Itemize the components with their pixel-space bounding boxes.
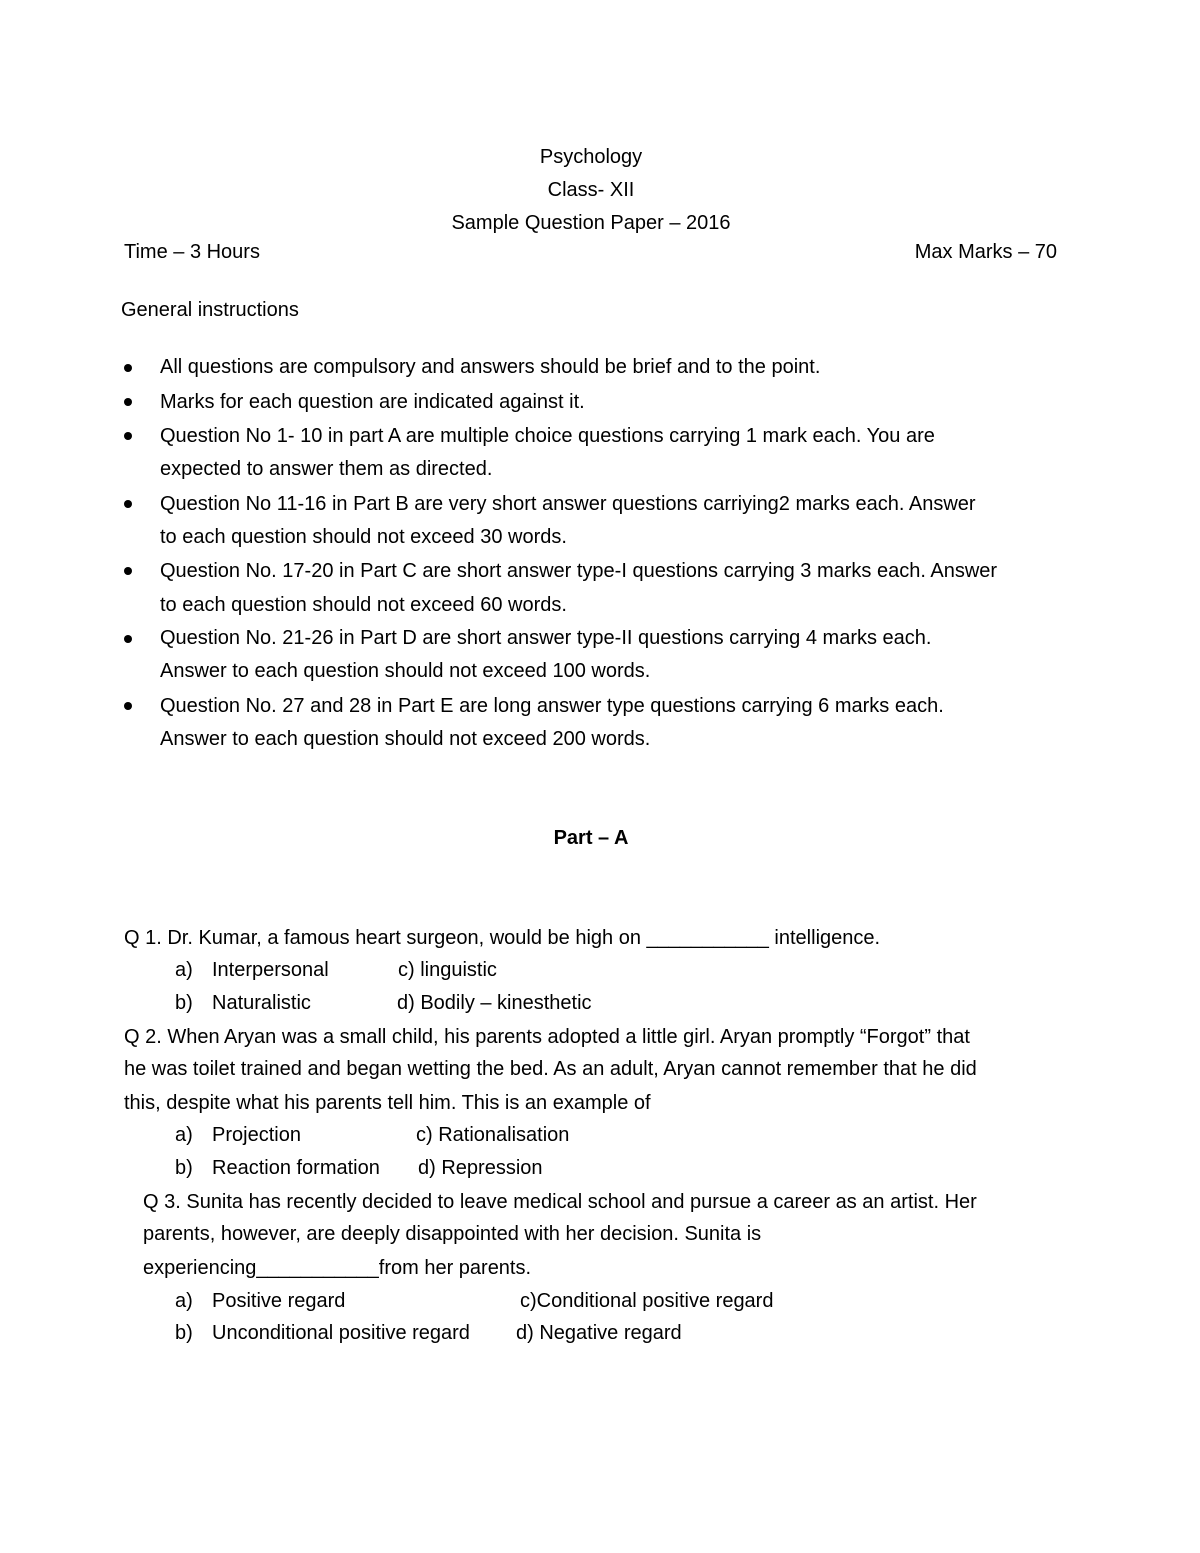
instruction-line: Question No. 21-26 in Part D are short answer type-II questions carrying 4 marks each. — [160, 627, 932, 649]
paper-title: Sample Question Paper – 2016 — [451, 212, 731, 234]
question-line: Q 3. Sunita has recently decided to leave medical school and pursue a career as an artist. Her — [143, 1191, 977, 1213]
bullet-icon — [124, 364, 132, 372]
option-text: d) Repression — [418, 1157, 543, 1179]
instruction-line: Question No. 17-20 in Part C are short answer type-I questions carrying 3 marks each. Answer — [160, 560, 998, 582]
question-line: he was toilet trained and began wetting the bed. As an adult, Aryan cannot remember that he did — [124, 1058, 977, 1080]
bullet-icon — [124, 567, 132, 575]
instruction-line: Marks for each question are indicated against it. — [160, 391, 585, 413]
bullet-icon — [124, 635, 132, 643]
option-label: b) — [175, 992, 193, 1014]
option-text: Unconditional positive regard — [212, 1322, 470, 1344]
option-text: Positive regard — [212, 1290, 346, 1312]
part-a-title: Part – A — [553, 827, 629, 849]
question-line: experiencing___________from her parents. — [143, 1257, 532, 1279]
instruction-line: All questions are compulsory and answers should be brief and to the point. — [160, 356, 821, 378]
bullet-icon — [124, 398, 132, 406]
option-label: b) — [175, 1157, 193, 1179]
instruction-line: Question No. 27 and 28 in Part E are long answer type questions carrying 6 marks each. — [160, 695, 944, 717]
option-text: Naturalistic — [212, 992, 311, 1014]
instruction-line: to each question should not exceed 30 words. — [160, 526, 567, 548]
bullet-icon — [124, 432, 132, 440]
max-marks-label: Max Marks – 70 — [914, 241, 1057, 263]
option-text: Reaction formation — [212, 1157, 380, 1179]
subject-title: Psychology — [539, 146, 643, 168]
question-line: Q 1. Dr. Kumar, a famous heart surgeon, would be high on ___________ intelligence. — [124, 927, 881, 949]
instruction-line: Answer to each question should not exceed 200 words. — [160, 728, 651, 750]
instruction-line: to each question should not exceed 60 words. — [160, 594, 567, 616]
bullet-icon — [124, 500, 132, 508]
instruction-line: expected to answer them as directed. — [160, 458, 493, 480]
option-label: b) — [175, 1322, 193, 1344]
option-text: c) linguistic — [398, 959, 497, 981]
question-line: Q 2. When Aryan was a small child, his parents adopted a little girl. Aryan promptly “Forgot” that — [124, 1026, 970, 1048]
option-label: a) — [175, 1290, 193, 1312]
instructions-title: General instructions — [121, 299, 299, 321]
option-text: c)Conditional positive regard — [520, 1290, 774, 1312]
instruction-line: Answer to each question should not exceed 100 words. — [160, 660, 651, 682]
option-label: a) — [175, 959, 193, 981]
option-label: a) — [175, 1124, 193, 1146]
option-text: d) Negative regard — [516, 1322, 682, 1344]
option-text: d) Bodily – kinesthetic — [397, 992, 592, 1014]
time-label: Time – 3 Hours — [124, 241, 260, 263]
question-line: this, despite what his parents tell him. This is an example of — [124, 1092, 651, 1114]
class-title: Class- XII — [547, 179, 635, 201]
question-line: parents, however, are deeply disappointed with her decision. Sunita is — [143, 1223, 762, 1245]
option-text: Interpersonal — [212, 959, 329, 981]
instruction-line: Question No 11-16 in Part B are very short answer questions carriying2 marks each. Answer — [160, 493, 976, 515]
option-text: Projection — [212, 1124, 301, 1146]
option-text: c) Rationalisation — [416, 1124, 570, 1146]
instruction-line: Question No 1- 10 in part A are multiple choice questions carrying 1 mark each. You are — [160, 425, 935, 447]
bullet-icon — [124, 702, 132, 710]
